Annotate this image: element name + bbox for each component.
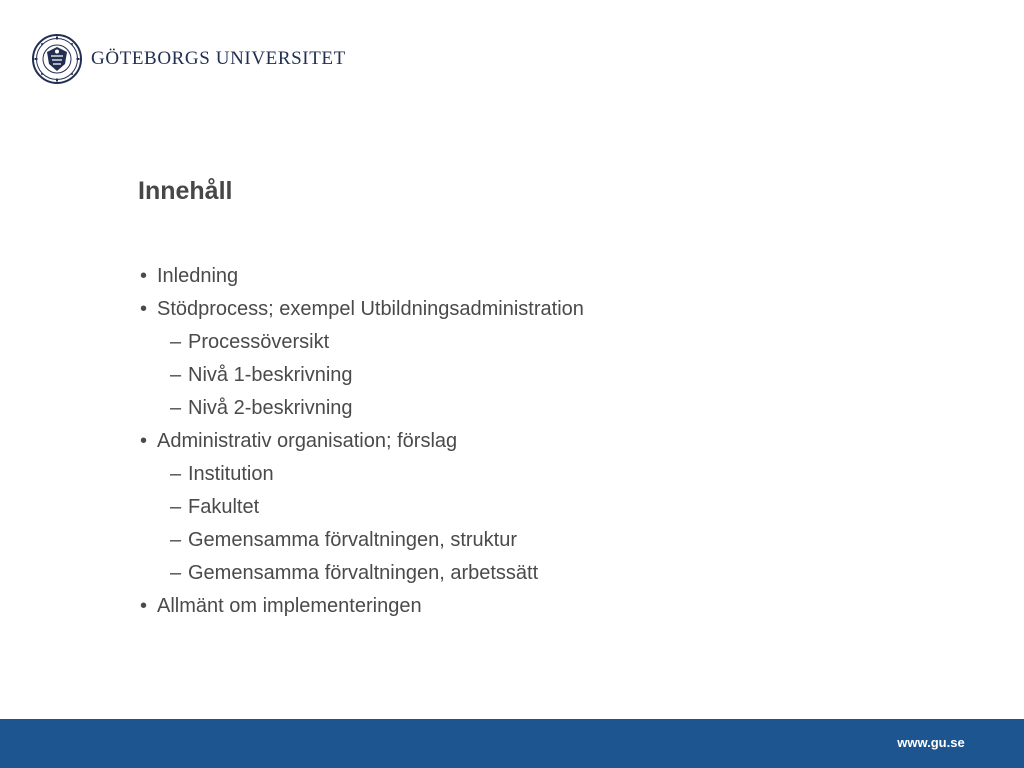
sub-list-item — [140, 559, 584, 592]
sub-list-item — [140, 361, 584, 394]
list-item-text: Administrativ organisation; förslag — [157, 430, 458, 452]
dash-marker: – — [170, 529, 182, 551]
list-item-text: Allmänt om implementeringen — [157, 595, 422, 617]
dash-marker: – — [170, 496, 182, 518]
list-item-text: Processöversikt — [188, 331, 330, 353]
list-item — [140, 262, 584, 295]
university-logo — [32, 34, 346, 84]
dash-marker: – — [170, 364, 182, 386]
university-name: GÖTEBORGS UNIVERSITET — [91, 48, 346, 69]
list-item — [140, 295, 584, 328]
sub-list-item — [140, 460, 584, 493]
list-item — [140, 592, 584, 625]
list-item — [140, 427, 584, 460]
dash-marker: – — [170, 397, 182, 419]
university-seal-icon — [32, 34, 82, 84]
list-item-text: Stödprocess; exempel Utbildningsadministration — [157, 298, 584, 320]
sub-list-item — [140, 328, 584, 361]
bullet-marker: • — [140, 265, 148, 287]
bullet-marker: • — [140, 595, 148, 617]
bullet-marker: • — [140, 430, 148, 452]
list-item-text: Gemensamma förvaltningen, struktur — [188, 529, 518, 551]
footer-url-link[interactable]: www.gu.se — [897, 735, 965, 750]
dash-marker: – — [170, 331, 182, 353]
list-item-text: Fakultet — [188, 496, 260, 518]
list-item-text: Nivå 2-beskrivning — [188, 397, 353, 419]
sub-list-item — [140, 526, 584, 559]
bullet-marker: • — [140, 298, 148, 320]
sub-list-item — [140, 394, 584, 427]
list-item-text: Gemensamma förvaltningen, arbetssätt — [188, 562, 539, 584]
list-item-text: Inledning — [157, 265, 239, 287]
footer-bar — [0, 719, 1024, 768]
list-item-text: Nivå 1-beskrivning — [188, 364, 353, 386]
content-list — [140, 262, 584, 625]
list-item-text: Institution — [188, 463, 274, 485]
dash-marker: – — [170, 463, 182, 485]
dash-marker: – — [170, 562, 182, 584]
sub-list-item — [140, 493, 584, 526]
slide-title: Innehåll — [138, 177, 233, 205]
